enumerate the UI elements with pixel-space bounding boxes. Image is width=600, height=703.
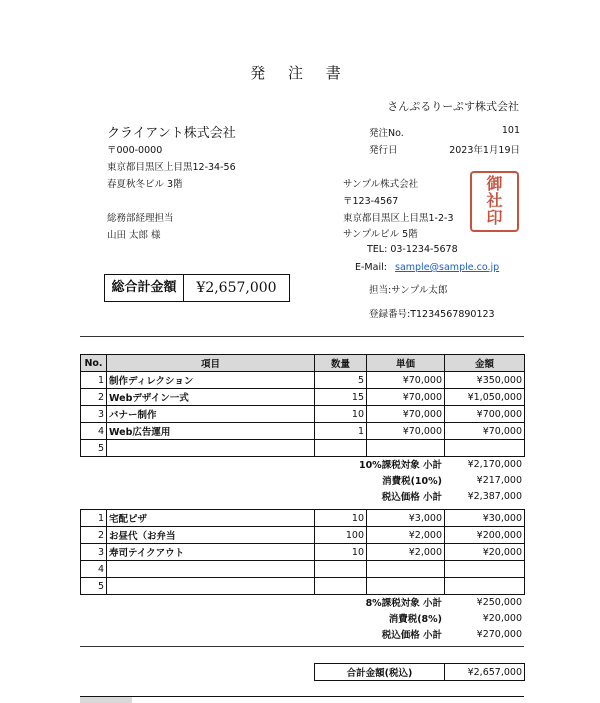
summary-row <box>314 610 524 626</box>
header-no: No. <box>81 355 107 372</box>
issuer-registration-number: 登録番号:T1234567890123 <box>369 309 495 320</box>
subtotal-8pct-label: 8%課税対象 小計 <box>365 598 442 609</box>
row-item: 制作ディレクション <box>107 372 315 389</box>
subtotal-8pct-value: ¥250,000 <box>476 596 522 608</box>
row-amount: ¥350,000 <box>445 372 525 389</box>
grand-total-table <box>314 663 525 681</box>
row-amount: ¥700,000 <box>445 406 525 423</box>
items-table-10pct <box>80 354 525 457</box>
row-no: 5 <box>81 440 107 457</box>
total-amount-box <box>104 274 290 302</box>
client-address1: 東京都目黒区上目黒12-34-56 <box>107 162 236 173</box>
row-qty <box>315 561 367 578</box>
row-item: Webデザイン一式 <box>107 389 315 406</box>
summary-10pct <box>314 456 524 504</box>
row-no: 4 <box>81 423 107 440</box>
row-item <box>107 578 315 595</box>
issuer-name: サンプル株式会社 <box>343 179 419 190</box>
table-row <box>81 578 525 595</box>
total-amount-value: ¥2,657,000 <box>196 280 277 296</box>
summary-row <box>314 594 524 610</box>
issuer-email-label: E-Mail: <box>355 262 387 273</box>
row-qty: 15 <box>315 389 367 406</box>
row-unit-price <box>367 561 445 578</box>
row-unit-price: ¥3,000 <box>367 510 445 527</box>
taxincl-10pct-label: 税込価格 小計 <box>381 492 442 503</box>
row-qty <box>315 440 367 457</box>
header-unit-price: 単価 <box>367 355 445 372</box>
issuer-staff: 担当:サンプル太郎 <box>369 285 448 296</box>
items-table-8pct <box>80 509 525 595</box>
row-item: お昼代（お弁当 <box>107 527 315 544</box>
table-row <box>81 544 525 561</box>
row-unit-price: ¥70,000 <box>367 423 445 440</box>
divider-line <box>80 336 524 337</box>
client-name: クライアント株式会社 <box>107 126 236 141</box>
date-value: 2023年1月19日 <box>449 145 520 156</box>
company-seal-stamp <box>470 171 519 232</box>
table-row <box>81 510 525 527</box>
row-qty: 10 <box>315 510 367 527</box>
row-item: バナー制作 <box>107 406 315 423</box>
header-amount: 金額 <box>445 355 525 372</box>
issuer-postal: 〒123-4567 <box>343 196 399 207</box>
row-no: 3 <box>81 544 107 561</box>
tax-10pct-label: 消費税(10%) <box>382 476 442 487</box>
row-no: 2 <box>81 527 107 544</box>
row-no: 4 <box>81 561 107 578</box>
row-item: Web広告運用 <box>107 423 315 440</box>
tax-8pct-value: ¥20,000 <box>482 612 522 624</box>
seal-char: 御 <box>486 174 503 193</box>
row-qty: 10 <box>315 406 367 423</box>
table-row <box>81 372 525 389</box>
grand-total-value: ¥2,657,000 <box>445 664 525 681</box>
table-row <box>81 406 525 423</box>
row-item <box>107 561 315 578</box>
summary-row <box>314 488 524 504</box>
table-header-row <box>81 355 525 372</box>
document-title: 発 注 書 <box>250 64 350 82</box>
row-amount <box>445 561 525 578</box>
grand-total-row <box>315 664 525 681</box>
summary-8pct <box>314 594 524 642</box>
row-no: 1 <box>81 510 107 527</box>
client-department: 総務部経理担当 <box>107 213 174 224</box>
issuer-company-name: さんぷるりーぷす株式会社 <box>387 100 519 113</box>
row-unit-price: ¥70,000 <box>367 372 445 389</box>
tax-10pct-value: ¥217,000 <box>476 474 522 486</box>
row-unit-price: ¥2,000 <box>367 544 445 561</box>
row-unit-price: ¥70,000 <box>367 406 445 423</box>
row-qty: 10 <box>315 544 367 561</box>
row-unit-price <box>367 440 445 457</box>
row-amount: ¥200,000 <box>445 527 525 544</box>
tax-8pct-label: 消費税(8%) <box>388 614 442 625</box>
divider-line <box>80 646 524 647</box>
table-row <box>81 440 525 457</box>
row-qty: 5 <box>315 372 367 389</box>
issuer-email-link[interactable]: sample@sample.co.jp <box>395 262 500 273</box>
grand-total-label: 合計金額(税込) <box>315 664 445 681</box>
table-row <box>81 389 525 406</box>
row-item: 宅配ピザ <box>107 510 315 527</box>
row-qty: 1 <box>315 423 367 440</box>
row-no: 5 <box>81 578 107 595</box>
issuer-address1: 東京都目黒区上目黒1-2-3 <box>343 213 454 224</box>
header-qty: 数量 <box>315 355 367 372</box>
row-amount <box>445 578 525 595</box>
client-postal: 〒000-0000 <box>107 145 163 156</box>
summary-row <box>314 456 524 472</box>
row-no: 3 <box>81 406 107 423</box>
issuer-tel: TEL: 03-1234-5678 <box>367 244 458 255</box>
seal-char: 印 <box>486 208 503 227</box>
seal-char: 社 <box>486 191 503 210</box>
table-row <box>81 561 525 578</box>
total-amount-label: 総合計金額 <box>105 275 184 301</box>
date-label: 発行日 <box>369 145 398 156</box>
row-unit-price: ¥70,000 <box>367 389 445 406</box>
row-amount <box>445 440 525 457</box>
row-amount: ¥70,000 <box>445 423 525 440</box>
row-no: 1 <box>81 372 107 389</box>
row-amount: ¥30,000 <box>445 510 525 527</box>
row-no: 2 <box>81 389 107 406</box>
subtotal-10pct-value: ¥2,170,000 <box>467 458 522 470</box>
order-no-label: 発注No. <box>369 128 404 139</box>
header-item: 項目 <box>107 355 315 372</box>
table-row <box>81 527 525 544</box>
row-unit-price <box>367 578 445 595</box>
taxincl-10pct-value: ¥2,387,000 <box>467 490 522 502</box>
row-qty: 100 <box>315 527 367 544</box>
client-person: 山田 太郎 様 <box>107 230 161 241</box>
table-row <box>81 423 525 440</box>
client-address2: 春夏秋冬ビル 3階 <box>107 179 183 190</box>
row-amount: ¥1,050,000 <box>445 389 525 406</box>
row-qty <box>315 578 367 595</box>
summary-row <box>314 472 524 488</box>
row-item: 寿司テイクアウト <box>107 544 315 561</box>
taxincl-8pct-label: 税込価格 小計 <box>381 630 442 641</box>
row-unit-price: ¥2,000 <box>367 527 445 544</box>
taxincl-8pct-value: ¥270,000 <box>476 628 522 640</box>
row-amount: ¥20,000 <box>445 544 525 561</box>
order-no-value: 101 <box>501 125 520 136</box>
subtotal-10pct-label: 10%課税対象 小計 <box>358 460 442 471</box>
summary-row <box>314 626 524 642</box>
issuer-address2: サンプルビル 5階 <box>343 229 418 240</box>
row-item <box>107 440 315 457</box>
